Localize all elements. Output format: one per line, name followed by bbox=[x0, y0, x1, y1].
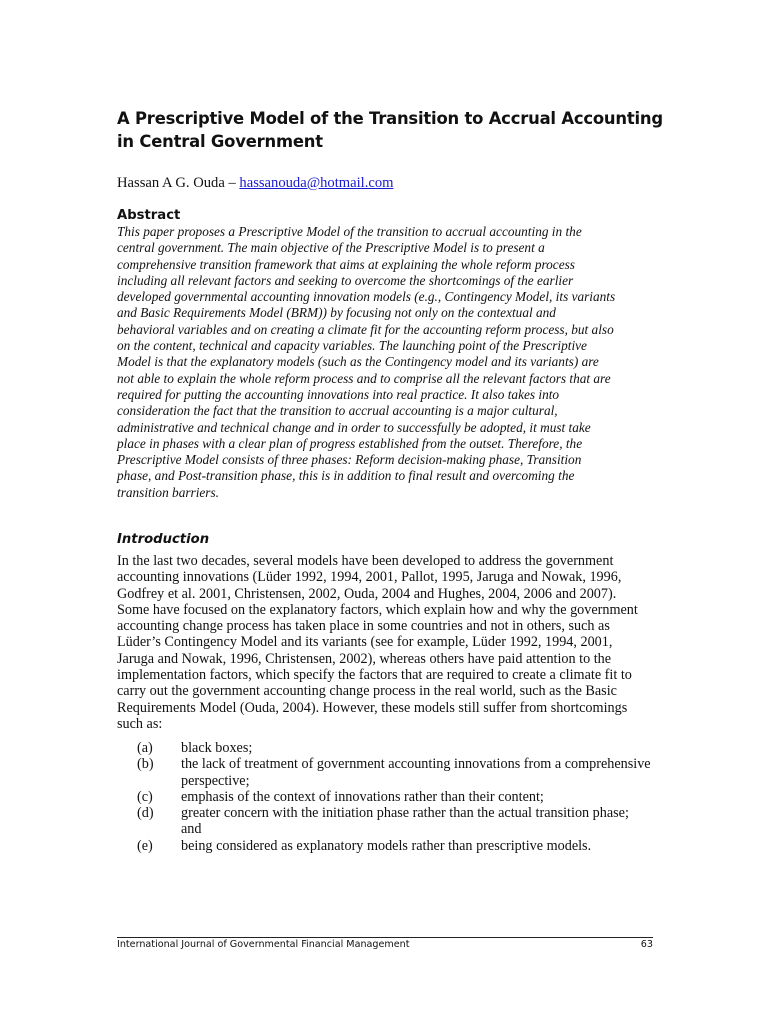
abstract-body bbox=[117, 224, 657, 501]
abstract-line: and Basic Requirements Model (BRM)) by focusing not only on the contextual and bbox=[117, 305, 556, 321]
author-line bbox=[117, 174, 394, 192]
footer-divider bbox=[117, 937, 653, 938]
title-line: A Prescriptive Model of the Transition to Accrual Accounting bbox=[117, 109, 663, 128]
introduction-line: In the last two decades, several models have been developed to address the government bbox=[117, 553, 614, 569]
abstract-line: behavioral variables and on creating a climate fit for the accounting reform process, but also bbox=[117, 321, 614, 337]
abstract-line: not able to explain the whole reform process and to comprise all the relevant factors that are bbox=[117, 370, 611, 386]
list-line: the lack of treatment of government accounting innovations from a comprehensive bbox=[181, 756, 651, 773]
list-text bbox=[181, 838, 657, 854]
footer-journal-name: International Journal of Governmental Financial Management bbox=[117, 939, 410, 950]
author-name: Hassan A G. Ouda – bbox=[117, 175, 240, 191]
abstract-line: This paper proposes a Prescriptive Model of the transition to accrual accounting in the bbox=[117, 224, 582, 239]
list-line: emphasis of the context of innovations rather than their content; bbox=[181, 788, 544, 805]
abstract-line: Prescriptive Model consists of three phases: Reform decision-making phase, Transition bbox=[117, 452, 582, 468]
list-text bbox=[181, 740, 657, 756]
abstract-line: central government. The main objective of the Prescriptive Model is to present a bbox=[117, 240, 545, 256]
title-line: in Central Government bbox=[117, 132, 323, 151]
list-text bbox=[181, 789, 657, 805]
list-marker: (d) bbox=[137, 805, 154, 822]
list-item bbox=[137, 789, 657, 805]
paper-title bbox=[117, 107, 677, 153]
introduction-line: Some have focused on the explanatory factors, which explain how and why the government bbox=[117, 601, 638, 618]
page-number: 63 bbox=[640, 939, 653, 950]
author-email-link[interactable]: hassanouda@hotmail.com bbox=[239, 175, 394, 191]
introduction-body bbox=[117, 553, 657, 732]
shortcomings-list bbox=[137, 740, 657, 854]
list-line: perspective; bbox=[181, 772, 250, 789]
introduction-line: accounting change process has taken place in some countries and not in others, such as bbox=[117, 618, 610, 635]
list-marker: (a) bbox=[137, 740, 153, 756]
abstract-line: required for putting the accounting innovations into real practice. It also takes into bbox=[117, 386, 560, 402]
list-item bbox=[137, 838, 657, 854]
introduction-heading: Introduction bbox=[117, 532, 210, 547]
list-text bbox=[181, 805, 657, 838]
abstract-line: including all relevant factors and seeking to overcome the shortcomings of the earlier bbox=[117, 272, 574, 288]
list-marker: (b) bbox=[137, 756, 154, 773]
list-marker: (c) bbox=[137, 788, 153, 805]
list-line: and bbox=[181, 821, 202, 838]
abstract-line: developed governmental accounting innovation models (e.g., Contingency Model, its variants bbox=[117, 289, 616, 305]
introduction-line: accounting innovations (Lüder 1992, 1994, 2001, Pallot, 1995, Jaruga and Nowak, 1996, bbox=[117, 569, 622, 586]
list-marker: (e) bbox=[137, 837, 153, 854]
introduction-line: Jaruga and Nowak, 1996, Christensen, 2002), whereas others have paid attention to the bbox=[117, 650, 612, 667]
abstract-line: on the content, technical and capacity variables. The launching point of the Prescriptive bbox=[117, 338, 587, 354]
abstract-line: comprehensive transition framework that aims at explaining the whole reform process bbox=[117, 256, 575, 272]
introduction-line: carry out the government accounting change process in the real world, such as the Basic bbox=[117, 683, 617, 700]
list-item bbox=[137, 756, 657, 789]
list-line: being considered as explanatory models rather than prescriptive models. bbox=[181, 837, 592, 854]
abstract-line: phase, and Post-transition phase, this is in addition to final result and overcoming the bbox=[117, 468, 575, 484]
introduction-line: Lüder’s Contingency Model and its variants (see for example, Lüder 1992, 1994, 2001, bbox=[117, 634, 613, 651]
introduction-line: Godfrey et al. 2001, Christensen, 2002, Ouda, 2004 and Hughes, 2004, 2006 and 2007). bbox=[117, 585, 617, 602]
introduction-line: implementation factors, which specify the factors that are required to create a climate fit to bbox=[117, 667, 632, 684]
abstract-line: administrative and technical change and in order to successfully be adopted, it must take bbox=[117, 419, 591, 435]
list-text bbox=[181, 756, 657, 789]
list-item bbox=[137, 805, 657, 838]
abstract-line: place in phases with a clear plan of progress established from the outset. Therefore, the bbox=[117, 435, 583, 451]
list-line: black boxes; bbox=[181, 740, 253, 756]
list-item bbox=[137, 740, 657, 756]
abstract-line: Model is that the explanatory models (such as the Contingency model and its variants) are bbox=[117, 354, 599, 370]
introduction-line: Requirements Model (Ouda, 2004). However, these models still suffer from shortcomings bbox=[117, 699, 628, 716]
abstract-line: consideration the fact that the transition to accrual accounting is a major cultural, bbox=[117, 403, 558, 419]
abstract-line: transition barriers. bbox=[117, 484, 219, 500]
introduction-line: such as: bbox=[117, 715, 163, 732]
abstract-heading: Abstract bbox=[117, 208, 181, 223]
list-line: greater concern with the initiation phase rather than the actual transition phase; bbox=[181, 805, 629, 822]
